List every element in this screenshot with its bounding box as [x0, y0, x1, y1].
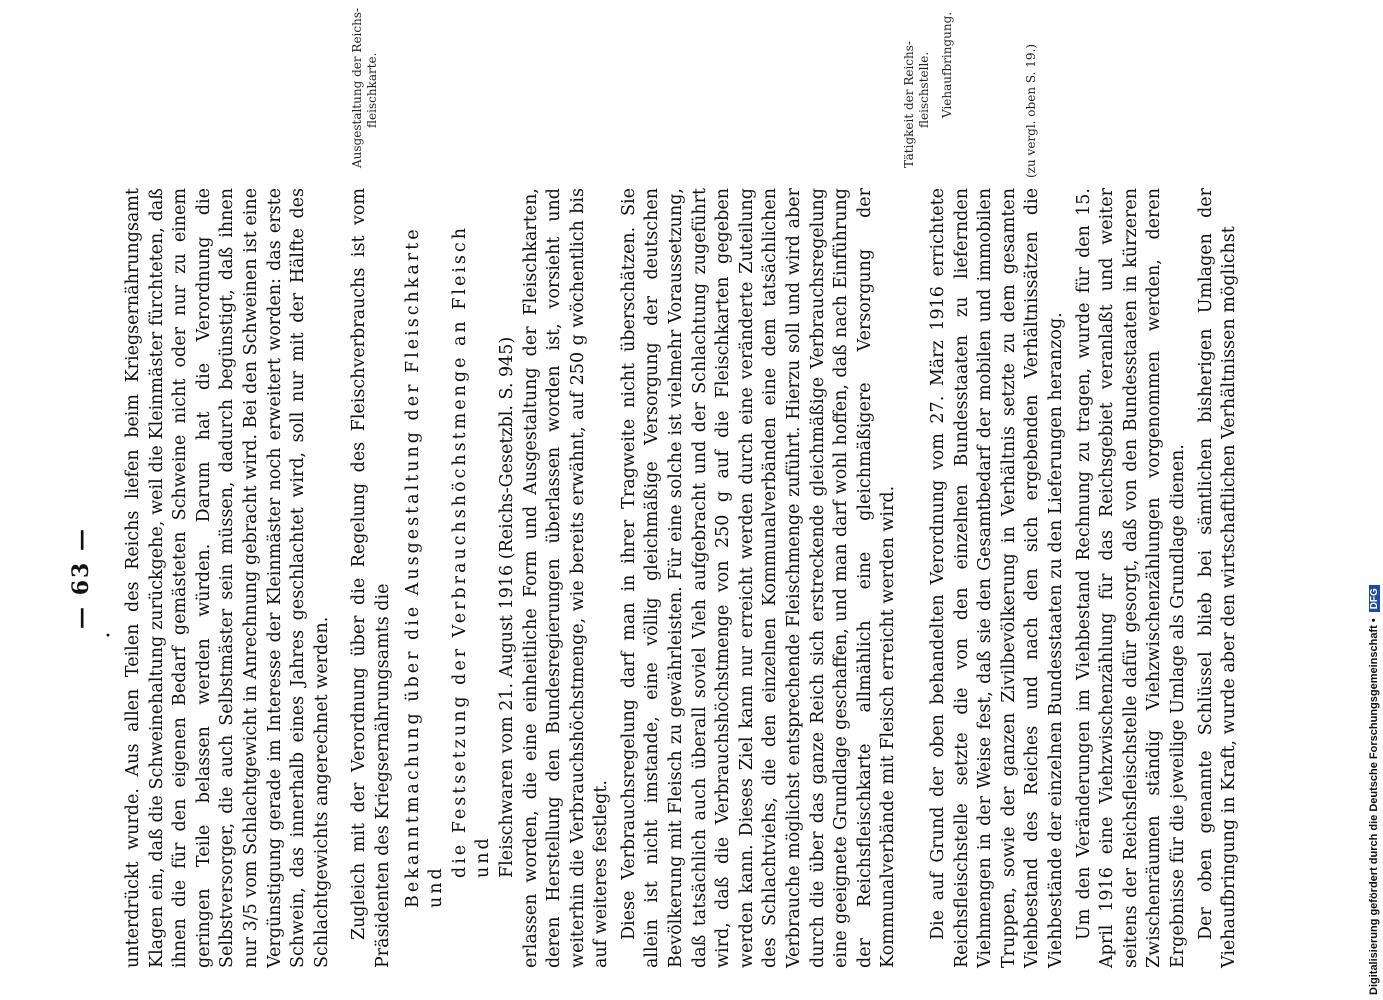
paragraph-2: Zugleich mit der Verordnung über die Regelung des Fleischverbrauchs ist vom Präsidenten des Kriegsernährungsamts die	[349, 188, 393, 968]
main-text	[122, 188, 1242, 968]
announcement-title-line-3: Fleischwaren vom 21. August 1916 (Reichs-Gesetzbl. S. 945)	[496, 336, 517, 878]
margin-note-line: Viehaufbringung.	[940, 11, 954, 118]
margin-note-line: Tätigkeit der Reichs-	[902, 41, 916, 168]
margin-note-line: fleischkarte.	[365, 52, 379, 128]
paragraph-5: Diese Verbrauchsregelung darf man in ihrer Tragweite nicht überschätzen. Sie allein ist nicht imstande, eine völlig gleichmäßige Versorgung der deutschen Bevölkerung mit Fleisch zu gewährleisten. Für eine solche ist vielmehr Voraussetzung, daß tatsächlich auch überall soviel Vieh aufgebracht und der Schlachtung zugeführt wird, daß die Verbrauchshöchstmenge von 250 g auf die Fleischkarten gegeben werden kann. Dieses Ziel kann nur erreicht werden durch eine veränderte Zuteilung des Schlachtviehs, die den einzelnen Kommunalverbänden eine dem tatsächlichen Verbrauche möglichst entsprechende Fleischmenge zuführt. Hierzu soll und wird aber durch die über das ganze Reich sich erstreckende gleichmäßige Verbrauchsregelung eine geeignete Grundlage geschaffen, und man darf wohl hoffen, daß nach Einführung der Reichsfleischkarte allmählich eine gleichmäßigere Versorgung der Kommunalverbände mit Fleisch erreicht werden wird.	[618, 188, 899, 968]
page-number: — 63 —	[68, 527, 94, 629]
margin-note-fleischkarte	[350, 0, 380, 168]
announcement-title-line-1: Bekanntmachung über die Ausgestaltung der Fleischkarte und	[402, 226, 447, 908]
ink-dot: •	[104, 632, 115, 638]
paragraph-6: Die auf Grund der oben behandelten Verordnung vom 27. März 1916 errichtete Reichsfleischstelle setzte die von den einzelnen Bundesstaaten zu liefernden Viehmengen in der Weise fest, daß sie den Gesamtbedarf der mobilen und immobilen Truppen, sowie der ganzen Zivilbevölkerung in Verhältnis setzte zu dem gesamten Viehbestand des Reiches und nach den sich ergebenden Verhältnissätzen die Viehbestände der einzelnen Bundesstaaten zu den Lieferungen heranzog.	[928, 188, 1066, 968]
announcement-title-line-2: die Festsetzung der Verbrauchshöchstmenge an Fleisch und	[449, 225, 494, 878]
credit-text: Digitalisierung gefördert durch die Deutsche Forschungsgemeinschaft •	[1368, 618, 1380, 995]
margin-note-line: fleischstelle.	[917, 51, 931, 128]
digitization-credit	[1368, 5, 1380, 995]
paragraph-4: erlassen worden, die eine einheitliche Form und Ausgestaltung der Fleischkarten, deren Herstellung den Bundesregierungen überlassen worden ist, vorsieht und weiterhin die Verbrauchshöchstmenge, wie bereits erwähnt, auf 250 g wöchentlich bis auf weiteres festlegt.	[520, 188, 612, 968]
paragraph-7: Um den Veränderungen im Viehbestand Rechnung zu tragen, wurde für den 15. April 1916 eine Viehzwischenzählung für das Reichsgebiet veranlaßt und weiter seitens der Reichsfleischstelle dafür gesorgt, daß von den Bundesstaaten in kürzeren Zwischenräumen ständig Viehzwischenzählungen vorgenommen werden, deren Ergebnisse für die jeweilige Umlage als Grundlage dienen.	[1073, 188, 1188, 968]
rotated-page-content	[60, 7, 1320, 968]
paragraph-8: Der oben genannte Schlüssel blieb bei sämtlichen bisherigen Umlagen der Viehaufbringung in Kraft, wurde aber den wirtschaftlichen Verhältnissen möglichst	[1195, 188, 1240, 968]
margin-note-reference: (zu vergl. oben S. 19.)	[1024, 43, 1038, 178]
margin-note-reichsfleischstelle	[902, 0, 955, 168]
paragraph-1: unterdrückt wurde. Aus allen Teilen des Reichs liefen beim Kriegsernährungsamt Klagen ein, daß die Schweinehaltung zurückgehe, weil die Kleinmäster fürchteten, daß ihnen die für den eigenen Bedarf gemästeten Schweine nicht oder nur zu einem geringen Teile belassen werden würden. Darum hat die Verordnung die Selbstversorger, die auch Selbstmäster sein müssen, dadurch begünstigt, daß ihnen nur 3/5 vom Schlachtgewicht in Anrechnung gebracht wird. Bei den Schweinen ist eine Vergünstigung gerade im Interesse der Kleinmäster noch erweitert worden: das erste Schwein, das innerhalb eines Jahres geschlachtet wird, soll nur mit der Hälfte des Schlachtgewichts angerechnet werden.	[123, 188, 332, 968]
dfg-logo: DFG	[1369, 585, 1380, 612]
margin-note-line: Ausgestaltung der Reichs-	[350, 7, 364, 168]
